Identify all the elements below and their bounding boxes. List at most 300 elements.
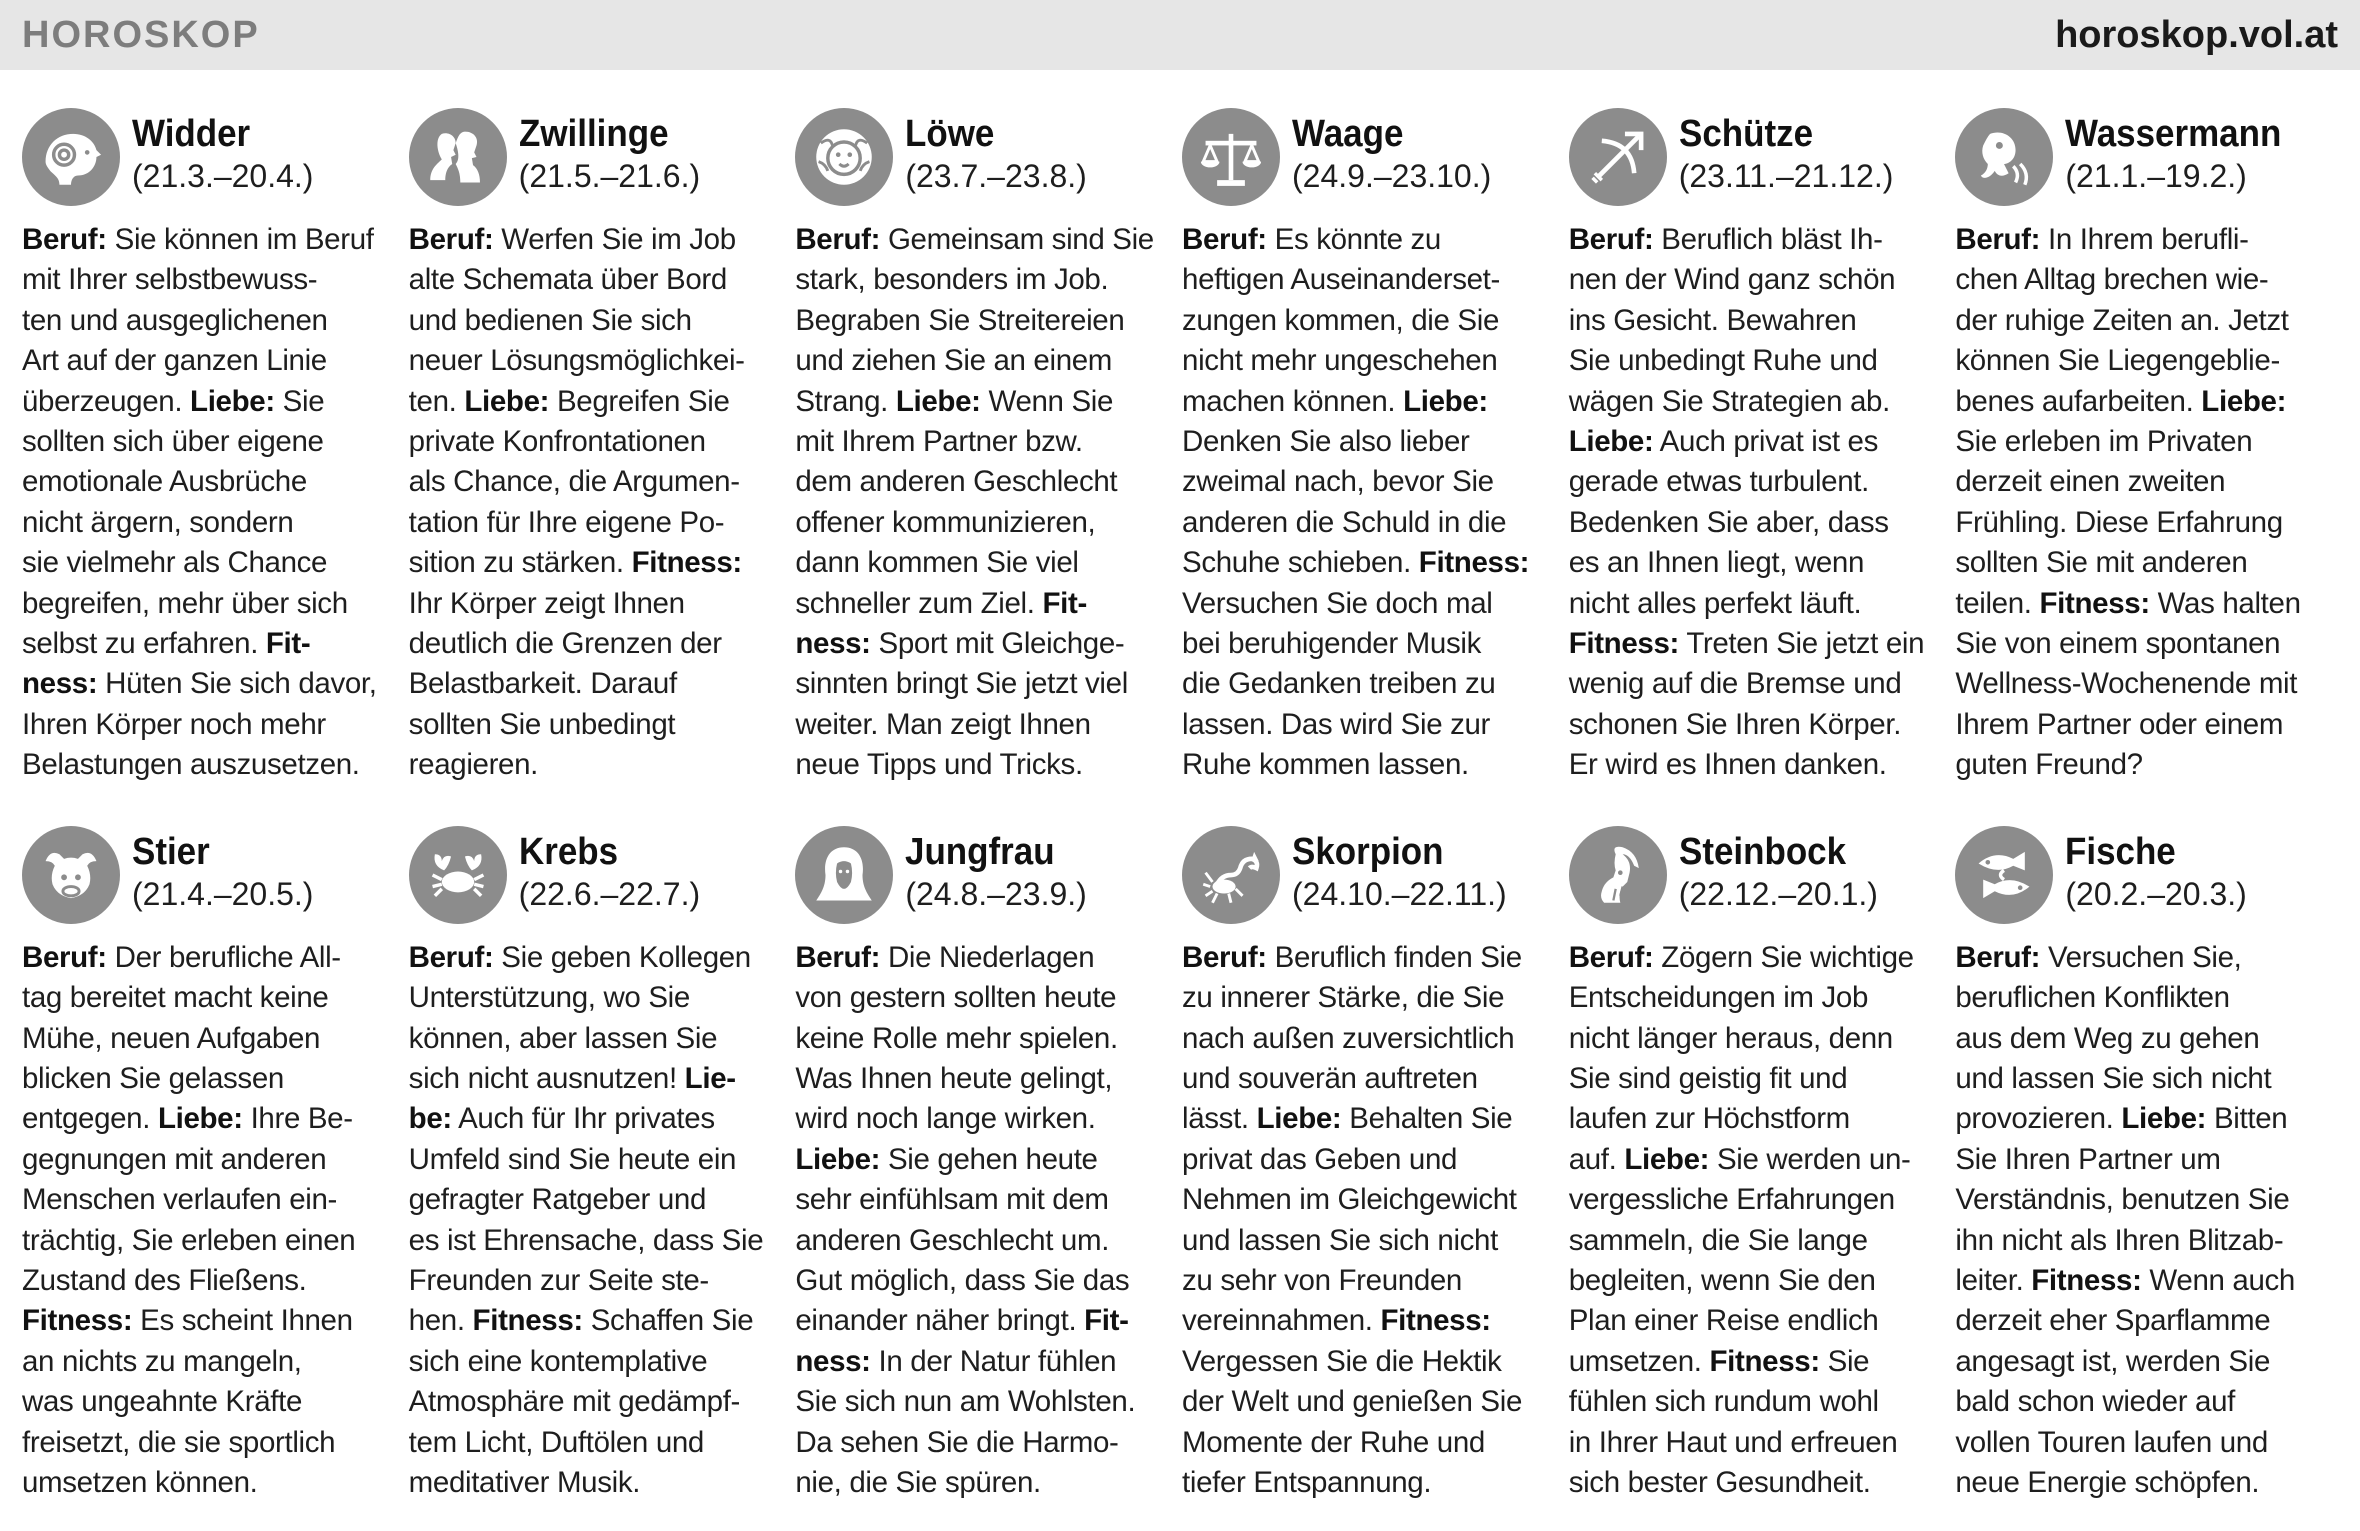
text-line [1182,1301,1552,1341]
text-segment: gefragter Ratgeber und [408,1183,707,1217]
text-line [409,978,779,1018]
horoscope-grid [22,108,2342,1503]
text-line [409,1423,779,1463]
text-line [22,1463,392,1503]
text-line [409,301,779,341]
text-segment: privat das Geben und [1182,1142,1458,1176]
text-line [22,978,392,1018]
text-line [409,1059,779,1099]
text-segment: begreifen, mehr über sich [22,586,348,620]
text-segment: ten. [408,384,465,418]
text-line [795,1059,1165,1099]
lion-icon [795,108,893,206]
site-link[interactable]: horoskop.vol.at [2055,13,2338,56]
text-segment: meditativer Musik. [408,1465,641,1499]
text-segment: Da sehen Sie die Harmo- [795,1425,1119,1459]
keyword-label: Beruf: [795,223,881,256]
text-line [22,260,392,300]
text-line [1955,1423,2325,1463]
sign-text [1569,938,1939,1504]
text-segment: Bedenken Sie aber, dass [1568,505,1889,539]
text-line [1569,422,1939,462]
keyword-label: Beruf: [408,223,494,256]
text-segment: können Sie Liegengeblie- [1955,344,2280,378]
text-line [22,1423,392,1463]
text-segment: ihn nicht als Ihren Blitzab- [1955,1223,2284,1257]
keyword-label: Liebe: [464,384,550,418]
text-line [22,301,392,341]
text-segment: Versuchen Sie, [2040,940,2242,974]
text-segment: Vergessen Sie die Hektik [1182,1344,1502,1378]
text-segment: Ihre Be- [242,1102,353,1136]
text-segment: Frühling. Diese Erfahrung [1955,505,2283,539]
text-line [1182,1019,1552,1059]
text-line [1182,422,1552,462]
sign-titles [2065,826,2246,914]
text-segment: Entscheidungen im Job [1568,981,1869,1015]
text-segment: teilen. [1955,586,2040,620]
text-segment: sammeln, die Sie lange [1568,1223,1868,1257]
keyword-label: Fit- [265,627,311,661]
sign-name: Stier [132,830,210,873]
text-line [1182,1180,1552,1220]
text-line [795,462,1165,502]
sign-text [1955,220,2325,786]
keyword-label: Fit- [1084,1304,1129,1338]
sign-name: Wassermann [2065,113,2282,155]
sign-date: (24.10.–22.11.) [1292,875,1507,912]
text-line [22,584,392,624]
text-segment: Belastbarkeit. Darauf [408,667,677,701]
text-segment: neue Tipps und Tricks. [795,748,1083,782]
text-segment: wenig auf die Bremse und [1568,667,1902,701]
text-segment: Menschen verlaufen ein- [22,1183,337,1217]
text-line [1955,1463,2325,1503]
text-line [1569,503,1939,543]
text-segment: ins Gesicht. Bewahren [1568,303,1857,337]
text-segment: Werfen Sie im Job [493,223,736,256]
water-bearer-icon [1955,108,2053,206]
sign-text [1955,938,2325,1504]
text-line [1569,1221,1939,1261]
text-line [1955,1342,2325,1382]
text-segment: überzeugen. [22,384,191,418]
text-line [409,341,779,381]
sign-titles [905,826,1086,914]
text-segment: auf. [1568,1142,1625,1176]
text-segment: fühlen sich rundum wohl [1568,1385,1879,1419]
text-line [409,624,779,664]
header-bar [0,0,2360,70]
text-line [1182,301,1552,341]
sign-header [1955,826,2342,930]
text-segment: sollten Sie unbedingt [408,707,676,741]
text-line [1569,745,1939,785]
text-line [22,1019,392,1059]
text-segment: anderen Geschlecht um. [795,1223,1110,1257]
text-segment: sich bester Gesundheit. [1568,1465,1871,1499]
text-segment: Behalten Sie [1341,1102,1513,1136]
text-segment: tem Licht, Duftölen und [408,1425,704,1459]
sign-header [1569,108,1956,212]
text-segment: Ihren Körper noch mehr [22,707,326,741]
text-segment: vergessliche Erfahrungen [1568,1183,1895,1217]
text-segment: Schaffen Sie [582,1304,754,1338]
keyword-label: Liebe: [1403,384,1488,418]
text-line [409,543,779,583]
text-line [795,705,1165,745]
text-segment: zweimal nach, bevor Sie [1182,465,1494,499]
text-segment: mit Ihrer selbstbewuss- [22,263,318,297]
crab-icon [409,826,507,924]
text-segment: und lassen Sie sich nicht [1955,1061,2272,1095]
text-line [1182,705,1552,745]
text-line [1955,584,2325,624]
text-line [22,1261,392,1301]
sign-titles [1292,108,1491,196]
text-line [1182,1261,1552,1301]
text-line [1182,220,1552,260]
keyword-label: Liebe: [1256,1102,1342,1136]
sign-date: (21.4.–20.5.) [132,875,314,912]
sign-header [409,108,796,212]
keyword-label: Liebe: [1568,425,1654,459]
text-line [795,745,1165,785]
keyword-label: Liebe: [895,384,981,418]
text-segment: Atmosphäre mit gedämpf- [408,1385,741,1419]
sign-header [795,826,1182,930]
text-segment: wägen Sie Strategien ab. [1568,384,1890,418]
text-line [1569,462,1939,502]
text-line [1955,705,2325,745]
text-line [22,1342,392,1382]
text-line [1955,301,2325,341]
sign-skorpion [1182,826,1569,1504]
text-segment: Nehmen im Gleichgewicht [1182,1183,1517,1217]
text-line [795,978,1165,1018]
text-segment: bald schon wieder auf [1955,1385,2236,1419]
text-line [409,1261,779,1301]
text-segment: Zustand des Fließens. [22,1263,307,1297]
text-line [1955,341,2325,381]
text-line [1955,1140,2325,1180]
sign-titles [2065,108,2300,196]
text-segment: was ungeahnte Kräfte [22,1385,303,1419]
keyword-label: Beruf: [22,940,107,974]
text-line [22,1180,392,1220]
sign-jungfrau [795,826,1182,1504]
text-segment: sehr einfühlsam mit dem [795,1183,1109,1217]
text-line [22,624,392,664]
text-segment: Gut möglich, dass Sie das [795,1263,1130,1297]
text-line [795,664,1165,704]
text-segment: stark, besonders im Job. [795,263,1109,297]
sign-waage [1182,108,1569,786]
text-segment: Ihrem Partner oder einem [1955,707,2284,741]
text-segment: und lassen Sie sich nicht [1182,1223,1498,1257]
text-line [409,1382,779,1422]
text-line [1955,462,2325,502]
text-segment: umsetzen können. [22,1465,258,1499]
text-line [1569,938,1939,978]
text-line [1569,978,1939,1018]
text-line [1955,1099,2325,1139]
text-line [1182,1382,1552,1422]
sign-date: (21.5.–21.6.) [518,158,701,194]
text-segment: mit Ihrem Partner bzw. [795,425,1083,459]
text-line [795,382,1165,422]
keyword-label: be: [408,1102,452,1136]
text-segment: trächtig, Sie erleben einen [22,1223,356,1257]
text-segment: beruflichen Konflikten [1955,981,2230,1015]
text-line [1569,1099,1939,1139]
sign-text [795,220,1165,786]
text-line [1182,1463,1552,1503]
text-segment: Gemeinsam sind Sie [880,223,1154,256]
keyword-label: ness: [22,667,98,701]
text-line [1569,1423,1939,1463]
text-segment: Es scheint Ihnen [132,1304,353,1338]
text-segment: hen. [408,1304,473,1338]
text-segment: Begreifen Sie [549,384,730,418]
text-line [1955,745,2325,785]
sign-header [22,108,409,212]
text-line [1569,584,1939,624]
text-line [409,705,779,745]
text-segment: tiefer Entspannung. [1182,1465,1432,1499]
keyword-label: ness: [795,1344,871,1378]
horoscope-row-1 [22,108,2342,786]
text-segment: zungen kommen, die Sie [1182,303,1500,337]
sign-header [22,826,409,930]
text-line [22,938,392,978]
text-line [1955,978,2325,1018]
sign-text [22,220,392,786]
sign-name: Schütze [1678,113,1813,155]
sign-titles [132,108,313,196]
keyword-label: Beruf: [1955,223,2041,256]
text-segment: alte Schemata über Bord [408,263,727,297]
sign-text [1182,938,1552,1504]
text-line [1182,503,1552,543]
text-line [22,745,392,785]
text-segment: Beruflich finden Sie [1266,940,1522,974]
text-line [1182,584,1552,624]
keyword-label: Liebe: [1624,1142,1710,1176]
text-line [22,1099,392,1139]
sign-text [409,938,779,1504]
sign-header [1182,108,1569,212]
text-segment: offener kommunizieren, [795,505,1096,539]
keyword-label: Fitness: [2039,586,2150,620]
text-segment: Hüten Sie sich davor, [97,667,377,701]
text-line [1182,1221,1552,1261]
sign-name: Skorpion [1292,830,1444,873]
text-segment: machen können. [1182,384,1404,418]
sign-date: (20.2.–20.3.) [2065,875,2247,912]
text-segment: In der Natur fühlen [870,1344,1117,1378]
text-segment: es an Ihnen liegt, wenn [1568,546,1865,580]
text-line [1955,1180,2325,1220]
text-line [409,462,779,502]
text-segment: dem anderen Geschlecht [795,465,1118,499]
text-segment: leiter. [1955,1263,2032,1297]
keyword-label: Fitness: [631,546,742,580]
keyword-label: Liebe: [2121,1102,2207,1136]
text-segment: sich eine kontemplative [408,1344,708,1378]
text-segment: sollten Sie mit anderen [1955,546,2248,580]
text-segment: Schuhe schieben. [1182,546,1419,580]
text-line [1182,462,1552,502]
text-segment: Sie gehen heute [880,1142,1098,1176]
text-segment: sition zu stärken. [408,546,632,580]
text-line [409,260,779,300]
text-line [1955,260,2325,300]
text-line [22,664,392,704]
text-line [795,1423,1165,1463]
fish-icon [1955,826,2053,924]
text-segment: schonen Sie Ihren Körper. [1568,707,1902,741]
text-line [409,1019,779,1059]
keyword-label: Fitness: [1380,1304,1491,1338]
text-line [1955,422,2325,462]
text-line [1182,745,1552,785]
text-line [1569,260,1939,300]
sign-titles [132,826,313,914]
text-segment: Sie [274,384,325,418]
text-segment: laufen zur Höchstform [1568,1102,1850,1136]
text-line [1955,1301,2325,1341]
text-line [1569,341,1939,381]
keyword-label: Fitness: [1568,627,1679,661]
text-line [22,503,392,543]
text-line [1569,1059,1939,1099]
archer-icon [1569,108,1667,206]
text-line [1182,978,1552,1018]
text-line [22,462,392,502]
sign-header [795,108,1182,212]
text-line [409,1180,779,1220]
text-segment: benes aufarbeiten. [1955,384,2202,418]
text-segment: Sie sich nun am Wohlsten. [795,1385,1136,1419]
text-segment: Sie werden un- [1709,1142,1911,1176]
text-line [1955,624,2325,664]
sign-widder [22,108,409,786]
text-segment: sollten sich über eigene [22,425,324,459]
sign-schuetze [1569,108,1956,786]
text-line [795,1180,1165,1220]
text-line [795,1099,1165,1139]
sign-titles [1679,826,1878,914]
text-line [1569,382,1939,422]
ram-icon [22,108,120,206]
text-line [795,1463,1165,1503]
text-line [1182,1140,1552,1180]
text-line [1182,1423,1552,1463]
text-segment: tation für Ihre eigene Po- [408,505,725,539]
keyword-label: Beruf: [22,223,107,256]
text-line [1182,543,1552,583]
text-segment: an nichts zu mangeln, [22,1344,302,1378]
sign-header [1182,826,1569,930]
text-line [409,1301,779,1341]
text-segment: lässt. [1182,1102,1257,1136]
text-line [22,1059,392,1099]
text-segment: nicht mehr ungeschehen [1182,344,1498,378]
text-segment: und bedienen Sie sich [408,303,692,337]
text-segment: können, aber lassen Sie [408,1021,718,1055]
sign-name: Löwe [905,113,995,155]
sign-text [409,220,779,786]
text-line [22,1140,392,1180]
sign-date: (21.1.–19.2.) [2065,158,2247,194]
text-line [1569,705,1939,745]
text-segment: nen der Wind ganz schön [1568,263,1896,297]
text-line [409,382,779,422]
text-line [1955,382,2325,422]
text-segment: und ziehen Sie an einem [795,344,1113,378]
text-segment: nicht länger heraus, denn [1568,1021,1893,1055]
sign-titles [519,826,700,914]
text-segment: Was halten [2149,586,2301,620]
text-line [1182,624,1552,664]
text-segment: nicht ärgern, sondern [22,505,294,539]
text-segment: Sie können im Beruf [106,223,374,256]
text-line [1569,1019,1939,1059]
text-segment: weiter. Man zeigt Ihnen [795,707,1091,741]
text-segment: Momente der Ruhe und [1182,1425,1485,1459]
text-segment: vereinnahmen. [1182,1304,1381,1338]
sign-fische [1955,826,2342,1504]
sign-name: Widder [132,113,251,155]
sign-stier [22,826,409,1504]
text-line [409,1342,779,1382]
sign-name: Fische [2065,830,2177,873]
text-line [22,220,392,260]
keyword-label: Beruf: [1568,223,1654,256]
text-segment: bei beruhigender Musik [1182,627,1481,661]
text-line [1955,1382,2325,1422]
ibex-icon [1569,826,1667,924]
twins-icon [409,108,507,206]
text-segment: Der berufliche All- [106,940,341,974]
text-line [1955,1019,2325,1059]
keyword-label: Liebe: [795,1142,881,1176]
sign-titles [905,108,1086,196]
sign-titles [1292,826,1507,914]
text-line [1182,341,1552,381]
text-segment: keine Rolle mehr spielen. [795,1021,1118,1055]
keyword-label: Beruf: [1568,940,1654,974]
text-segment: provozieren. [1955,1102,2122,1136]
text-segment: einander näher bringt. [795,1304,1085,1338]
text-line [409,745,779,785]
text-line [795,341,1165,381]
text-segment: Belastungen auszusetzen. [22,748,360,782]
text-segment: Er wird es Ihnen danken. [1568,748,1887,782]
text-segment: Plan einer Reise endlich [1568,1304,1879,1338]
text-line [795,1301,1165,1341]
text-segment: wird noch lange wirken. [795,1102,1096,1136]
keyword-label: Liebe: [2201,384,2287,418]
keyword-label: Beruf: [1182,223,1267,256]
text-segment: Sie Ihren Partner um [1955,1142,2221,1176]
text-segment: Verständnis, benutzen Sie [1955,1183,2290,1217]
text-line [22,341,392,381]
keyword-label: Liebe: [190,384,275,418]
text-segment: Umfeld sind Sie heute ein [408,1142,737,1176]
text-segment: angesagt ist, werden Sie [1955,1344,2271,1378]
